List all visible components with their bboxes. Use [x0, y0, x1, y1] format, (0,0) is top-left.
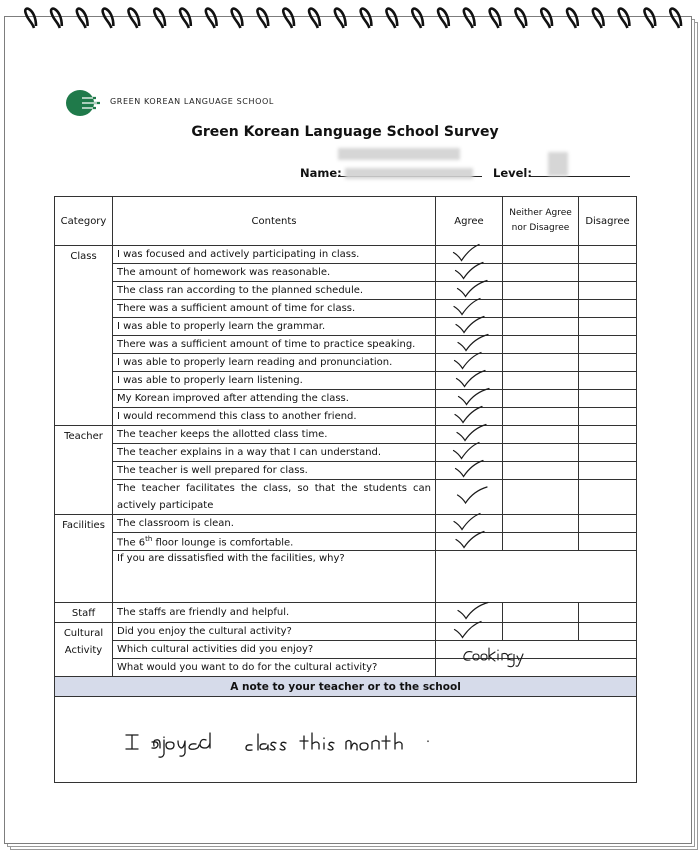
col-disagree: Disagree — [579, 197, 637, 246]
note-heading: A note to your teacher or to the school — [55, 677, 637, 697]
item-text: The teacher explains in a way that I can understand. — [113, 444, 436, 462]
item-text: The teacher is well prepared for class. — [113, 462, 436, 480]
item-text: Did you enjoy the cultural activity? — [113, 623, 436, 641]
item-text: I was able to properly learn listening. — [113, 372, 436, 390]
col-category: Category — [55, 197, 113, 246]
category-teacher: Teacher — [55, 426, 113, 515]
col-agree: Agree — [436, 197, 503, 246]
col-neutral: Neither Agree nor Disagree — [503, 197, 579, 246]
item-text: I would recommend this class to another friend. — [113, 408, 436, 426]
category-cultural-activity: Cultural Activity — [55, 623, 113, 677]
item-text: My Korean improved after attending the class. — [113, 390, 436, 408]
item-text: The teacher facilitates the class, so that the students can actively participate — [113, 480, 436, 515]
open-question: If you are dissatisfied with the facilities, why? — [113, 551, 436, 603]
item-text: I was able to properly learn reading and pronunciation. — [113, 354, 436, 372]
category-staff: Staff — [55, 603, 113, 623]
open-question: What would you want to do for the cultural activity? — [113, 659, 436, 677]
item-text: The teacher keeps the allotted class time. — [113, 426, 436, 444]
item-text: The classroom is clean. — [113, 515, 436, 533]
item-text: There was a sufficient amount of time to practice speaking. — [113, 336, 436, 354]
page-title: Green Korean Language School Survey — [191, 124, 499, 140]
item-text: I was focused and actively participating in class. — [113, 246, 436, 264]
item-text: I was able to properly learn the grammar. — [113, 318, 436, 336]
school-logo-text: GREEN KOREAN LANGUAGE SCHOOL — [110, 97, 274, 106]
item-text: The amount of homework was reasonable. — [113, 264, 436, 282]
item-text: The 6th floor lounge is comfortable. — [113, 533, 436, 551]
item-text: The class ran according to the planned schedule. — [113, 282, 436, 300]
level-label: Level: — [493, 166, 532, 180]
item-text: There was a sufficient amount of time for class. — [113, 300, 436, 318]
col-contents: Contents — [113, 197, 436, 246]
category-class: Class — [55, 246, 113, 426]
name-label: Name: — [300, 166, 342, 180]
ordinal-suffix: th — [145, 534, 153, 543]
item-text: The staffs are friendly and helpful. — [113, 603, 436, 623]
open-question: Which cultural activities did you enjoy? — [113, 641, 436, 659]
category-facilities: Facilities — [55, 515, 113, 603]
